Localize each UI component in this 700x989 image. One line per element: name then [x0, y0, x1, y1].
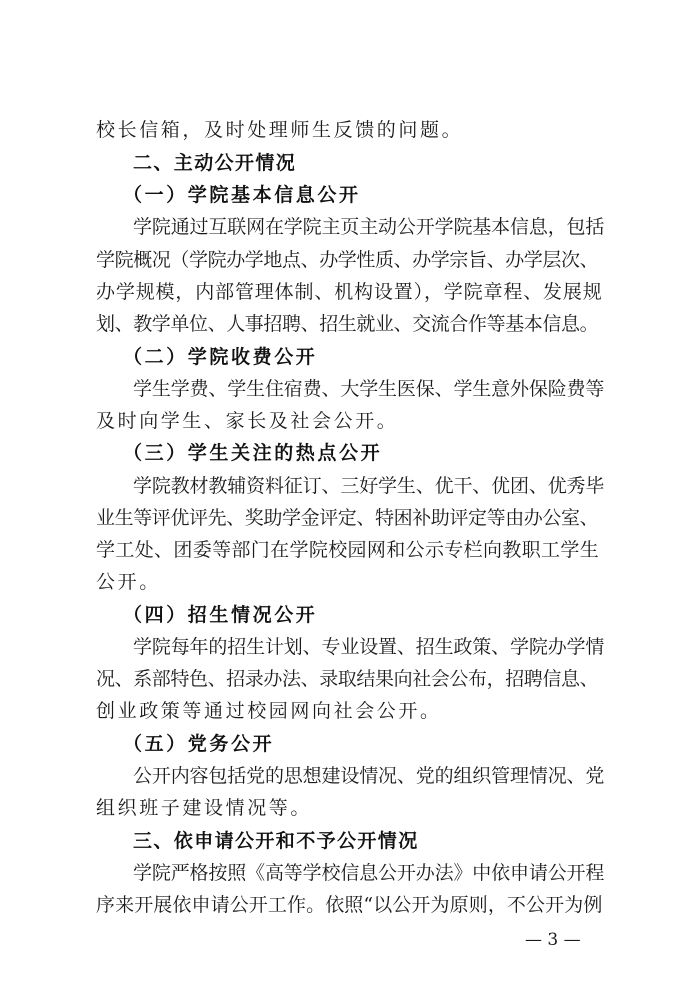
body-text-line: 况、系部特色、招录办法、录取结果向社会公布，招聘信息、: [96, 668, 599, 690]
body-text-line: 校长信箱，及时处理师生反馈的问题。: [96, 119, 464, 141]
body-text-line: 公开。: [96, 571, 161, 593]
body-text-line: 学院通过互联网在学院主页主动公开学院基本信息，包括: [133, 216, 605, 238]
section-heading: 三、依申请公开和不予公开情况: [133, 830, 419, 852]
section-heading: 二、主动公开情况: [133, 152, 297, 174]
body-text-line: 学院严格按照《高等学校信息公开办法》中依申请公开程: [133, 862, 605, 884]
body-text-line: 学院概况（学院办学地点、办学性质、办学宗旨、办学层次、: [96, 249, 599, 271]
subsection-heading: （二）学院收费公开: [123, 346, 318, 368]
body-text-line: 业生等评优评先、奖助学金评定、特困补助评定等由办公室、: [96, 507, 599, 529]
body-text-line: 学工处、团委等部门在学院校园网和公示专栏向教职工学生: [96, 539, 600, 561]
body-text-line: 学生学费、学生住宿费、大学生医保、学生意外保险费等: [133, 378, 605, 400]
body-text-line: 组织班子建设情况等。: [96, 797, 313, 819]
body-text-line: 序来开展依申请公开工作。依照“以公开为原则，不公开为例: [96, 894, 603, 916]
subsection-heading: （五）党务公开: [123, 733, 275, 755]
subsection-heading: （三）学生关注的热点公开: [123, 442, 383, 464]
page-number: — 3 —: [525, 930, 581, 950]
body-text-line: 创业政策等通过校园网向社会公开。: [96, 700, 442, 722]
body-text-line: 学院教材教辅资料征订、三好学生、优干、优团、优秀毕: [133, 475, 605, 497]
subsection-heading: （四）招生情况公开: [123, 604, 318, 626]
body-text-line: 学院每年的招生计划、专业设置、招生政策、学院办学情: [133, 636, 605, 658]
body-text-line: 办学规模，内部管理体制、机构设置），学院章程、发展规: [96, 281, 603, 303]
body-text-line: 划、教学单位、人事招聘、招生就业、交流合作等基本信息。: [96, 313, 599, 335]
body-text-line: 公开内容包括党的思想建设情况、党的组织管理情况、党: [133, 765, 605, 787]
body-text-line: 及时向学生、家长及社会公开。: [96, 410, 399, 432]
subsection-heading: （一）学院基本信息公开: [123, 184, 361, 206]
